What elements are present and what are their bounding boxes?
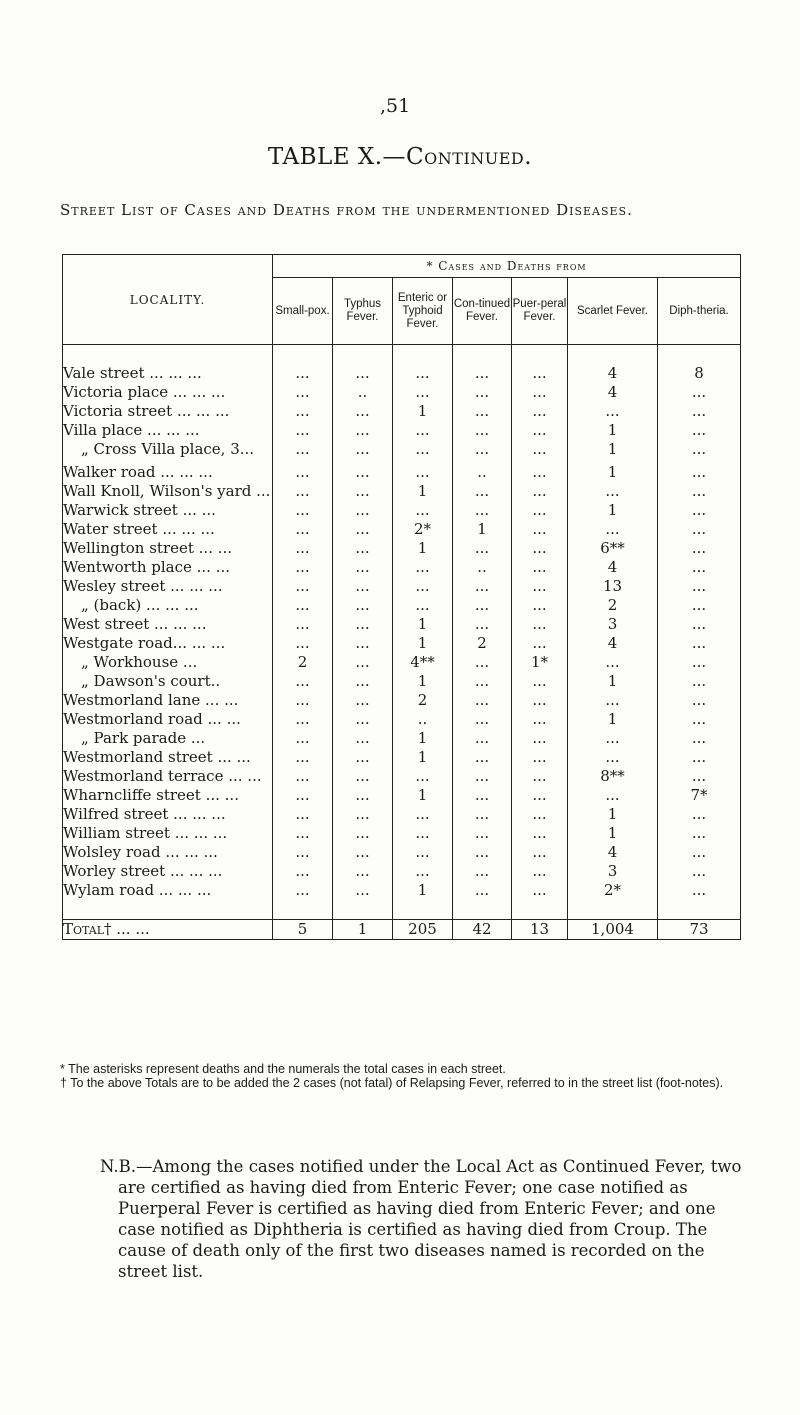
value-cell: ... bbox=[393, 577, 453, 596]
value-cell: ... bbox=[512, 558, 568, 577]
locality-cell: West street ... ... ... bbox=[63, 615, 273, 634]
value-cell: ... bbox=[333, 691, 393, 710]
value-cell: ... bbox=[333, 421, 393, 440]
value-cell: ... bbox=[453, 653, 512, 672]
value-cell: ... bbox=[658, 824, 741, 843]
value-cell: ... bbox=[333, 748, 393, 767]
table-row bbox=[63, 672, 741, 691]
value-cell: 1 bbox=[393, 539, 453, 558]
value-cell: ... bbox=[453, 862, 512, 881]
value-cell: ... bbox=[512, 634, 568, 653]
value-cell: ... bbox=[273, 824, 333, 843]
table-row bbox=[63, 691, 741, 710]
table-row bbox=[63, 843, 741, 862]
value-cell: ... bbox=[333, 459, 393, 482]
value-cell: 2* bbox=[393, 520, 453, 539]
value-cell: ... bbox=[512, 520, 568, 539]
value-cell: ... bbox=[273, 421, 333, 440]
value-cell: ... bbox=[568, 691, 658, 710]
value-cell: ... bbox=[658, 653, 741, 672]
value-cell: ... bbox=[658, 729, 741, 748]
value-cell: ... bbox=[273, 843, 333, 862]
value-cell: ... bbox=[393, 440, 453, 459]
value-cell: ... bbox=[273, 862, 333, 881]
value-cell: ... bbox=[333, 634, 393, 653]
value-cell: ... bbox=[333, 672, 393, 691]
table-row bbox=[63, 402, 741, 421]
locality-cell: „ Workhouse ... bbox=[63, 653, 273, 672]
value-cell: 2 bbox=[568, 596, 658, 615]
value-cell: ... bbox=[658, 881, 741, 900]
value-cell: ... bbox=[273, 805, 333, 824]
value-cell: ... bbox=[453, 843, 512, 862]
value-cell: ... bbox=[333, 615, 393, 634]
value-cell: ... bbox=[658, 672, 741, 691]
value-cell: 2 bbox=[453, 634, 512, 653]
table-row bbox=[63, 440, 741, 459]
value-cell: ... bbox=[333, 520, 393, 539]
total-value: 1,004 bbox=[568, 920, 658, 940]
value-cell: 4** bbox=[393, 653, 453, 672]
value-cell: ... bbox=[273, 881, 333, 900]
value-cell: 8** bbox=[568, 767, 658, 786]
value-cell: 1 bbox=[393, 748, 453, 767]
group-header: * Cases and Deaths from bbox=[273, 255, 741, 278]
value-cell: ... bbox=[273, 729, 333, 748]
value-cell: ... bbox=[273, 539, 333, 558]
value-cell: 7* bbox=[658, 786, 741, 805]
table-row bbox=[63, 862, 741, 881]
value-cell: ... bbox=[333, 539, 393, 558]
value-cell: ... bbox=[512, 577, 568, 596]
value-cell: ... bbox=[453, 501, 512, 520]
value-cell: 1 bbox=[393, 881, 453, 900]
locality-cell: Wentworth place ... ... bbox=[63, 558, 273, 577]
locality-cell: Wall Knoll, Wilson's yard ... bbox=[63, 482, 273, 501]
value-cell: 6** bbox=[568, 539, 658, 558]
column-header: Typhus Fever. bbox=[333, 278, 393, 345]
column-header: Scarlet Fever. bbox=[568, 278, 658, 345]
total-value: 42 bbox=[453, 920, 512, 940]
value-cell: ... bbox=[333, 558, 393, 577]
value-cell: ... bbox=[568, 653, 658, 672]
column-header: Diph-theria. bbox=[658, 278, 741, 345]
total-value: 5 bbox=[273, 920, 333, 940]
locality-cell: Westmorland lane ... ... bbox=[63, 691, 273, 710]
value-cell: ... bbox=[453, 805, 512, 824]
value-cell: ... bbox=[658, 634, 741, 653]
value-cell: ... bbox=[568, 786, 658, 805]
locality-cell: Westmorland street ... ... bbox=[63, 748, 273, 767]
nb-note: N.B.—Among the cases notified under the Local Act as Continued Fever, two are certified as having died from Enteric Fever; one case notified as Puerperal Fever is certified as having died from Enteric Fever; and one case notified as Diphtheria is certified as having died from Croup. The cause of death only of the first two diseases named is recorded on the street list. bbox=[100, 1157, 742, 1281]
value-cell: ... bbox=[273, 596, 333, 615]
total-value: 13 bbox=[512, 920, 568, 940]
value-cell: ... bbox=[453, 482, 512, 501]
value-cell: ... bbox=[658, 710, 741, 729]
locality-cell: Wellington street ... ... bbox=[63, 539, 273, 558]
value-cell: ... bbox=[658, 421, 741, 440]
value-cell: ... bbox=[393, 421, 453, 440]
value-cell: ... bbox=[512, 786, 568, 805]
value-cell: 4 bbox=[568, 634, 658, 653]
value-cell: ... bbox=[393, 824, 453, 843]
value-cell: ... bbox=[273, 383, 333, 402]
value-cell: ... bbox=[512, 672, 568, 691]
value-cell: ... bbox=[333, 364, 393, 383]
value-cell: ... bbox=[273, 577, 333, 596]
value-cell: ... bbox=[658, 402, 741, 421]
table-row bbox=[63, 577, 741, 596]
value-cell: ... bbox=[333, 482, 393, 501]
locality-cell: William street ... ... ... bbox=[63, 824, 273, 843]
value-cell: 1 bbox=[393, 672, 453, 691]
value-cell: ... bbox=[512, 881, 568, 900]
value-cell: ... bbox=[453, 729, 512, 748]
value-cell: ... bbox=[273, 364, 333, 383]
table-row bbox=[63, 520, 741, 539]
value-cell: ... bbox=[453, 383, 512, 402]
table-row bbox=[63, 729, 741, 748]
value-cell: 1 bbox=[568, 459, 658, 482]
value-cell: ... bbox=[512, 421, 568, 440]
value-cell: ... bbox=[453, 440, 512, 459]
table-row bbox=[63, 558, 741, 577]
value-cell: 1 bbox=[568, 501, 658, 520]
value-cell: ... bbox=[658, 596, 741, 615]
value-cell: ... bbox=[393, 383, 453, 402]
total-value: 73 bbox=[658, 920, 741, 940]
value-cell: ... bbox=[333, 577, 393, 596]
table-row bbox=[63, 634, 741, 653]
value-cell: ... bbox=[453, 539, 512, 558]
value-cell: ... bbox=[512, 748, 568, 767]
table-row bbox=[63, 653, 741, 672]
locality-cell: „ Cross Villa place, 3... bbox=[63, 440, 273, 459]
table-row bbox=[63, 501, 741, 520]
value-cell: 1 bbox=[568, 710, 658, 729]
value-cell: ... bbox=[512, 691, 568, 710]
value-cell: ... bbox=[393, 364, 453, 383]
value-cell: ... bbox=[512, 402, 568, 421]
table-subtitle: Street List of Cases and Deaths from the undermentioned Diseases. bbox=[60, 201, 633, 219]
table-row bbox=[63, 421, 741, 440]
value-cell: ... bbox=[453, 767, 512, 786]
value-cell: .. bbox=[453, 459, 512, 482]
value-cell: ... bbox=[273, 767, 333, 786]
value-cell: ... bbox=[333, 440, 393, 459]
value-cell: ... bbox=[568, 402, 658, 421]
value-cell: ... bbox=[273, 402, 333, 421]
value-cell: ... bbox=[333, 881, 393, 900]
value-cell: 8 bbox=[658, 364, 741, 383]
value-cell: ... bbox=[393, 596, 453, 615]
table-row bbox=[63, 482, 741, 501]
value-cell: ... bbox=[453, 672, 512, 691]
value-cell: ... bbox=[658, 520, 741, 539]
value-cell: ... bbox=[512, 767, 568, 786]
table-row bbox=[63, 824, 741, 843]
value-cell: ... bbox=[453, 824, 512, 843]
value-cell: ... bbox=[658, 805, 741, 824]
value-cell: .. bbox=[453, 558, 512, 577]
footnote-asterisk: * The asterisks represent deaths and the numerals the total cases in each street. bbox=[60, 1062, 506, 1076]
value-cell: ... bbox=[393, 501, 453, 520]
value-cell: ... bbox=[658, 843, 741, 862]
value-cell: ... bbox=[568, 748, 658, 767]
value-cell: ... bbox=[512, 383, 568, 402]
value-cell: ... bbox=[273, 672, 333, 691]
value-cell: 4 bbox=[568, 843, 658, 862]
locality-cell: Wolsley road ... ... ... bbox=[63, 843, 273, 862]
value-cell: ... bbox=[658, 615, 741, 634]
value-cell: .. bbox=[333, 383, 393, 402]
value-cell: ... bbox=[568, 482, 658, 501]
table-row bbox=[63, 767, 741, 786]
value-cell: ... bbox=[512, 710, 568, 729]
value-cell: 1 bbox=[393, 482, 453, 501]
value-cell: ... bbox=[568, 520, 658, 539]
value-cell: 1 bbox=[393, 786, 453, 805]
value-cell: ... bbox=[273, 786, 333, 805]
value-cell: 1 bbox=[393, 615, 453, 634]
value-cell: ... bbox=[658, 767, 741, 786]
value-cell: ... bbox=[333, 843, 393, 862]
table-row bbox=[63, 786, 741, 805]
column-header: Con-tinued Fever. bbox=[453, 278, 512, 345]
table-row bbox=[63, 459, 741, 482]
value-cell: ... bbox=[333, 862, 393, 881]
value-cell: ... bbox=[333, 402, 393, 421]
value-cell: ... bbox=[658, 748, 741, 767]
value-cell: ... bbox=[273, 501, 333, 520]
value-cell: 1 bbox=[568, 672, 658, 691]
value-cell: ... bbox=[333, 710, 393, 729]
value-cell: 2* bbox=[568, 881, 658, 900]
table-body bbox=[63, 345, 741, 940]
locality-header: LOCALITY. bbox=[63, 255, 273, 345]
total-value: 205 bbox=[393, 920, 453, 940]
value-cell: ... bbox=[273, 440, 333, 459]
value-cell: ... bbox=[512, 364, 568, 383]
value-cell: ... bbox=[453, 710, 512, 729]
value-cell: ... bbox=[658, 459, 741, 482]
value-cell: ... bbox=[333, 729, 393, 748]
locality-cell: Wesley street ... ... ... bbox=[63, 577, 273, 596]
value-cell: ... bbox=[273, 558, 333, 577]
value-cell: ... bbox=[512, 459, 568, 482]
value-cell: ... bbox=[658, 539, 741, 558]
value-cell: 1 bbox=[568, 440, 658, 459]
table-row bbox=[63, 881, 741, 900]
table-row bbox=[63, 805, 741, 824]
locality-cell: Wharncliffe street ... ... bbox=[63, 786, 273, 805]
value-cell: 1 bbox=[393, 729, 453, 748]
locality-cell: „ (back) ... ... ... bbox=[63, 596, 273, 615]
value-cell: ... bbox=[333, 805, 393, 824]
value-cell: ... bbox=[658, 440, 741, 459]
value-cell: ... bbox=[333, 824, 393, 843]
column-header: Puer-peral Fever. bbox=[512, 278, 568, 345]
value-cell: ... bbox=[333, 596, 393, 615]
locality-cell: Vale street ... ... ... bbox=[63, 364, 273, 383]
locality-cell: Westgate road... ... ... bbox=[63, 634, 273, 653]
locality-cell: Water street ... ... ... bbox=[63, 520, 273, 539]
value-cell: 1 bbox=[393, 634, 453, 653]
value-cell: 4 bbox=[568, 364, 658, 383]
disease-table bbox=[62, 254, 741, 940]
value-cell: ... bbox=[453, 402, 512, 421]
value-cell: ... bbox=[273, 691, 333, 710]
value-cell: ... bbox=[393, 843, 453, 862]
value-cell: ... bbox=[273, 710, 333, 729]
value-cell: ... bbox=[512, 843, 568, 862]
locality-cell: Victoria place ... ... ... bbox=[63, 383, 273, 402]
value-cell: 4 bbox=[568, 558, 658, 577]
value-cell: ... bbox=[333, 786, 393, 805]
total-row bbox=[63, 920, 741, 940]
locality-cell: Victoria street ... ... ... bbox=[63, 402, 273, 421]
value-cell: ... bbox=[512, 615, 568, 634]
total-value: 1 bbox=[333, 920, 393, 940]
value-cell: 13 bbox=[568, 577, 658, 596]
value-cell: ... bbox=[658, 558, 741, 577]
locality-cell: Worley street ... ... ... bbox=[63, 862, 273, 881]
value-cell: ... bbox=[658, 383, 741, 402]
value-cell: ... bbox=[273, 459, 333, 482]
table-row bbox=[63, 748, 741, 767]
value-cell: ... bbox=[273, 615, 333, 634]
value-cell: ... bbox=[512, 539, 568, 558]
value-cell: ... bbox=[658, 482, 741, 501]
locality-cell: Villa place ... ... ... bbox=[63, 421, 273, 440]
value-cell: ... bbox=[453, 615, 512, 634]
table-row bbox=[63, 364, 741, 383]
value-cell: 3 bbox=[568, 862, 658, 881]
value-cell: 1 bbox=[393, 402, 453, 421]
value-cell: ... bbox=[333, 653, 393, 672]
value-cell: ... bbox=[393, 767, 453, 786]
locality-cell: Wylam road ... ... ... bbox=[63, 881, 273, 900]
value-cell: ... bbox=[273, 520, 333, 539]
locality-cell: Warwick street ... ... bbox=[63, 501, 273, 520]
value-cell: 1 bbox=[568, 824, 658, 843]
value-cell: ... bbox=[512, 482, 568, 501]
value-cell: ... bbox=[512, 501, 568, 520]
value-cell: 2 bbox=[393, 691, 453, 710]
locality-cell: Westmorland terrace ... ... bbox=[63, 767, 273, 786]
value-cell: ... bbox=[393, 862, 453, 881]
total-label: Total† ... ... bbox=[63, 920, 273, 940]
value-cell: ... bbox=[273, 482, 333, 501]
locality-cell: Westmorland road ... ... bbox=[63, 710, 273, 729]
value-cell: ... bbox=[453, 364, 512, 383]
locality-cell: Walker road ... ... ... bbox=[63, 459, 273, 482]
page-title: TABLE X.—Continued. bbox=[267, 144, 533, 170]
value-cell: ... bbox=[453, 786, 512, 805]
value-cell: ... bbox=[333, 767, 393, 786]
value-cell: ... bbox=[512, 862, 568, 881]
value-cell: ... bbox=[453, 596, 512, 615]
value-cell: ... bbox=[658, 577, 741, 596]
value-cell: ... bbox=[658, 501, 741, 520]
value-cell: ... bbox=[453, 577, 512, 596]
value-cell: ... bbox=[512, 805, 568, 824]
table-row bbox=[63, 615, 741, 634]
value-cell: ... bbox=[453, 691, 512, 710]
value-cell: 1 bbox=[453, 520, 512, 539]
value-cell: 1* bbox=[512, 653, 568, 672]
value-cell: 1 bbox=[568, 805, 658, 824]
value-cell: ... bbox=[512, 596, 568, 615]
locality-cell: Wilfred street ... ... ... bbox=[63, 805, 273, 824]
column-header: Small-pox. bbox=[273, 278, 333, 345]
value-cell: ... bbox=[512, 440, 568, 459]
value-cell: 4 bbox=[568, 383, 658, 402]
value-cell: 1 bbox=[568, 421, 658, 440]
table-row bbox=[63, 710, 741, 729]
value-cell: ... bbox=[453, 421, 512, 440]
value-cell: ... bbox=[568, 729, 658, 748]
value-cell: ... bbox=[658, 862, 741, 881]
value-cell: ... bbox=[512, 824, 568, 843]
value-cell: ... bbox=[273, 748, 333, 767]
locality-cell: „ Park parade ... bbox=[63, 729, 273, 748]
value-cell: ... bbox=[512, 729, 568, 748]
column-header: Enteric or Typhoid Fever. bbox=[393, 278, 453, 345]
value-cell: ... bbox=[393, 805, 453, 824]
value-cell: ... bbox=[273, 634, 333, 653]
value-cell: 2 bbox=[273, 653, 333, 672]
value-cell: ... bbox=[453, 881, 512, 900]
value-cell: 3 bbox=[568, 615, 658, 634]
table-row bbox=[63, 383, 741, 402]
table-row bbox=[63, 596, 741, 615]
footnote-dagger: † To the above Totals are to be added the 2 cases (not fatal) of Relapsing Fever, referred to in the street list (foot-notes). bbox=[60, 1076, 724, 1090]
value-cell: ... bbox=[393, 459, 453, 482]
value-cell: ... bbox=[453, 748, 512, 767]
value-cell: ... bbox=[658, 691, 741, 710]
value-cell: ... bbox=[393, 558, 453, 577]
locality-cell: „ Dawson's court.. bbox=[63, 672, 273, 691]
value-cell: ... bbox=[333, 501, 393, 520]
table-row bbox=[63, 539, 741, 558]
value-cell: .. bbox=[393, 710, 453, 729]
page-number: ,51 bbox=[380, 95, 411, 117]
